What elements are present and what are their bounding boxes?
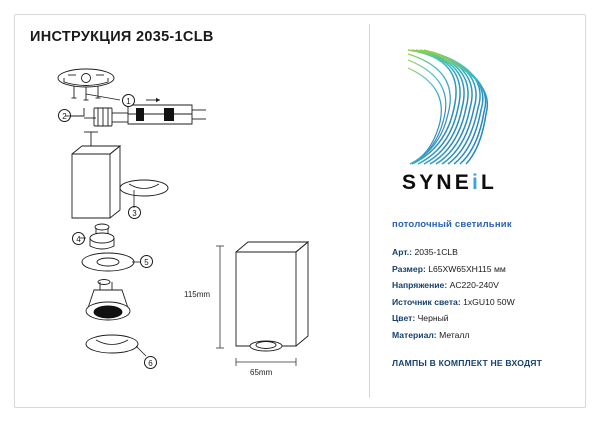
brand-wordmark-tail: L xyxy=(481,171,498,194)
product-type-label: потолочный светильник xyxy=(392,219,512,230)
spec-row xyxy=(392,244,572,261)
brand-wordmark xyxy=(402,171,497,195)
callout-1: 1 xyxy=(122,94,135,107)
callout-leader-lines xyxy=(24,56,364,396)
lamp-not-included-note: ЛАМПЫ В КОМПЛЕКТ НЕ ВХОДЯТ xyxy=(392,358,543,368)
vertical-divider xyxy=(369,24,370,398)
product-spec-list xyxy=(392,244,572,343)
brand-wordmark-head: SYNE xyxy=(402,171,472,194)
brand-wordmark-dot: i xyxy=(472,171,482,194)
brand-block xyxy=(392,44,562,204)
callout-4: 4 xyxy=(72,232,85,245)
spec-key: Размер: xyxy=(392,263,426,274)
spec-value: Черный xyxy=(417,313,449,323)
syneil-fan-logo-icon xyxy=(402,44,494,172)
page-title: ИНСТРУКЦИЯ 2035-1CLB xyxy=(30,29,214,45)
spec-key: Материал: xyxy=(392,329,437,340)
spec-value: 2035-1CLB xyxy=(414,247,458,257)
spec-value: Металл xyxy=(439,329,470,340)
dimension-height-label: 115mm xyxy=(184,290,211,299)
callout-5: 5 xyxy=(140,255,153,268)
spec-key: Арт.: xyxy=(392,247,413,257)
exploded-assembly-drawing xyxy=(24,56,364,396)
callout-2: 2 xyxy=(58,109,71,122)
spec-key: Источник света: xyxy=(392,296,461,307)
spec-row xyxy=(392,294,572,311)
spec-key: Цвет: xyxy=(392,313,416,323)
spec-row xyxy=(392,261,572,278)
spec-row xyxy=(392,327,572,344)
spec-key: Напряжение: xyxy=(392,280,448,290)
spec-value: 1xGU10 50W xyxy=(463,296,515,307)
spec-value: L65XW65XH115 мм xyxy=(428,263,506,274)
spec-row xyxy=(392,310,572,327)
dimension-width-label: 65mm xyxy=(250,368,273,377)
callout-6: 6 xyxy=(144,356,157,369)
callout-3: 3 xyxy=(128,206,141,219)
spec-value: AC220-240V xyxy=(449,280,499,290)
spec-row xyxy=(392,277,572,294)
